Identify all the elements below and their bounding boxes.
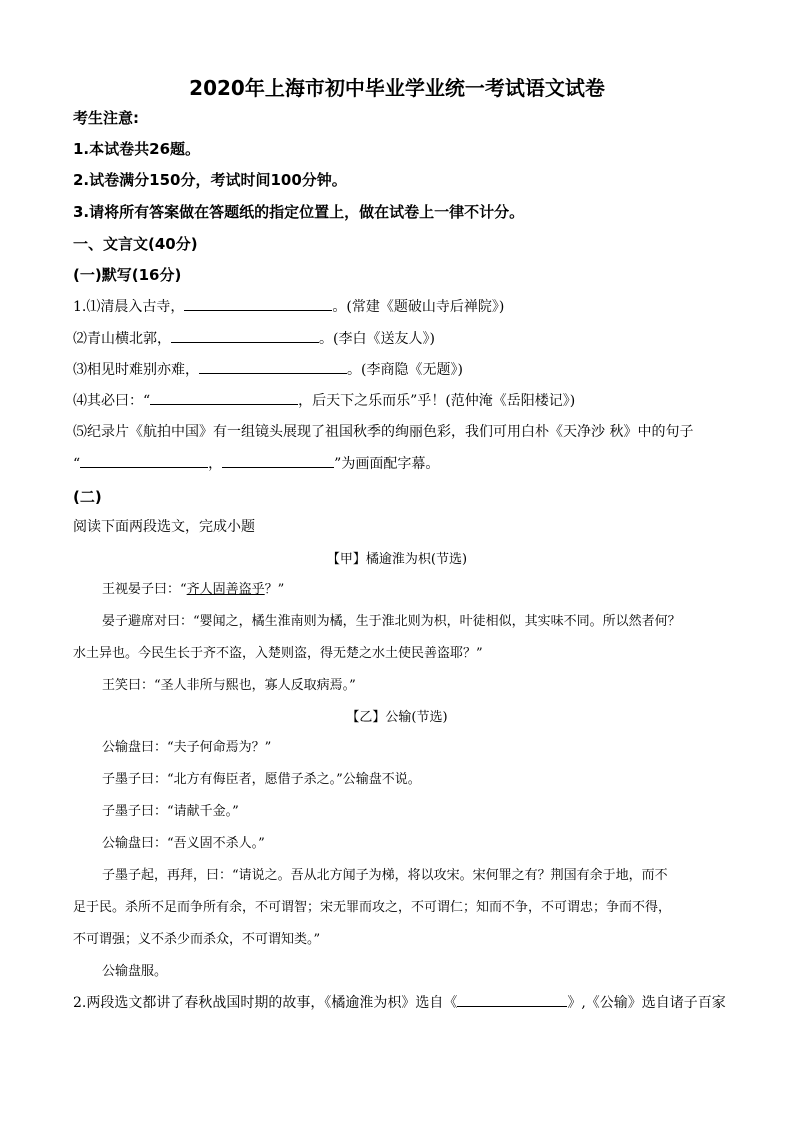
answer-blank[interactable] bbox=[171, 328, 319, 343]
passage-b-line-5b: 足于民。杀所不足而争所有余，不可谓智；宋无罪而攻之，不可谓仁；知而不争，不可谓忠；争而不得， bbox=[73, 900, 672, 915]
answer-blank[interactable] bbox=[457, 992, 567, 1007]
page-title: 2020年上海市初中毕业学业统一考试语文试卷 bbox=[189, 76, 605, 100]
answer-blank[interactable] bbox=[222, 453, 334, 468]
question-1-4 bbox=[73, 390, 575, 410]
passage-b-line-1: 公输盘曰：“夫子何命焉为？” bbox=[102, 740, 272, 755]
q2-suffix: 》,《公输》选自诸子百家 bbox=[567, 995, 726, 1011]
passage-b-line-3: 子墨子曰：“请献千金。” bbox=[102, 804, 239, 819]
passage-a-paragraph-2-line-2: 水土异也。今民生长于齐不盗，入楚则盗，得无楚之水土使民善盗耶？” bbox=[73, 646, 483, 661]
q1-4-suffix: ，后天下之乐而乐”乎！(范仲淹《岳阳楼记》) bbox=[298, 393, 576, 409]
passage-a-paragraph-2-line-1: 晏子避席对曰：“婴闻之，橘生淮南则为橘，生于淮北则为枳，叶徒相似，其实味不同。所以然者何？ bbox=[102, 614, 681, 629]
passage-a-p1-text: 王视晏子曰：“ bbox=[102, 582, 187, 597]
notice-item-1: 1.本试卷共26题。 bbox=[73, 140, 201, 158]
answer-blank[interactable] bbox=[199, 359, 347, 374]
passage-a-p1-close: ？” bbox=[264, 582, 285, 597]
passage-b-heading: 【乙】公输(节选) bbox=[346, 710, 448, 725]
answer-blank[interactable] bbox=[150, 390, 298, 405]
part-2-heading: (二) bbox=[73, 488, 102, 506]
q1-5-prefix: “ bbox=[73, 456, 81, 472]
notice-heading: 考生注意: bbox=[73, 109, 139, 127]
q1-1-suffix: 。(常建《题破山寺后禅院》) bbox=[332, 299, 505, 315]
reading-instruction: 阅读下面两段选文，完成小题 bbox=[73, 519, 255, 535]
q1-3-suffix: 。(李商隐《无题》) bbox=[347, 362, 463, 378]
q1-4-prefix: ⑷其必曰：“ bbox=[73, 393, 151, 409]
answer-blank[interactable] bbox=[184, 296, 332, 311]
question-1-2 bbox=[73, 328, 435, 348]
part-1-heading: (一)默写(16分) bbox=[73, 266, 182, 284]
passage-a-paragraph-3: 王笑曰：“圣人非所与熙也，寡人反取病焉。” bbox=[102, 678, 356, 693]
passage-a-paragraph-1 bbox=[102, 578, 284, 597]
passage-a-heading: 【甲】橘逾淮为枳(节选) bbox=[326, 552, 468, 567]
passage-b-line-6: 公输盘服。 bbox=[102, 964, 168, 979]
q1-2-prefix: ⑵青山横北郭， bbox=[73, 331, 171, 347]
q2-prefix: 2.两段选文都讲了春秋战国时期的故事，《橘逾淮为枳》选自《 bbox=[73, 995, 458, 1011]
section-1-heading: 一、文言文(40分) bbox=[73, 235, 198, 253]
question-1-3 bbox=[73, 359, 463, 379]
passage-b-line-5a: 子墨子起，再拜，曰：“请说之。吾从北方闻子为梯，将以攻宋。宋何罪之有？荆国有余于地，而不 bbox=[102, 868, 668, 883]
q1-1-prefix: 1.⑴清晨入古寺， bbox=[73, 299, 185, 315]
passage-b-line-5c: 不可谓强；义不杀少而杀众，不可谓知类。” bbox=[73, 932, 321, 947]
question-1-5-line-2 bbox=[73, 453, 439, 473]
question-1-1 bbox=[73, 296, 504, 316]
q1-5-middle: ， bbox=[208, 456, 223, 472]
q1-5-suffix: ”为画面配字幕。 bbox=[334, 456, 440, 472]
q1-3-prefix: ⑶相见时难别亦难， bbox=[73, 362, 199, 378]
notice-item-2: 2.试卷满分150分，考试时间100分钟。 bbox=[73, 171, 347, 189]
underlined-sentence: 齐人固善盗乎 bbox=[186, 582, 265, 597]
question-2 bbox=[73, 992, 726, 1012]
notice-item-3: 3.请将所有答案做在答题纸的指定位置上，做在试卷上一律不计分。 bbox=[73, 203, 525, 221]
passage-b-line-2: 子墨子曰：“北方有侮臣者，愿借子杀之。”公输盘不说。 bbox=[102, 772, 421, 787]
answer-blank[interactable] bbox=[80, 453, 208, 468]
passage-b-line-4: 公输盘曰：“吾义固不杀人。” bbox=[102, 836, 265, 851]
question-1-5-line-1: ⑸纪录片《航拍中国》有一组镜头展现了祖国秋季的绚丽色彩，我们可用白朴《天净沙 秋》中的句子 bbox=[73, 424, 694, 440]
q1-2-suffix: 。(李白《送友人》) bbox=[319, 331, 435, 347]
